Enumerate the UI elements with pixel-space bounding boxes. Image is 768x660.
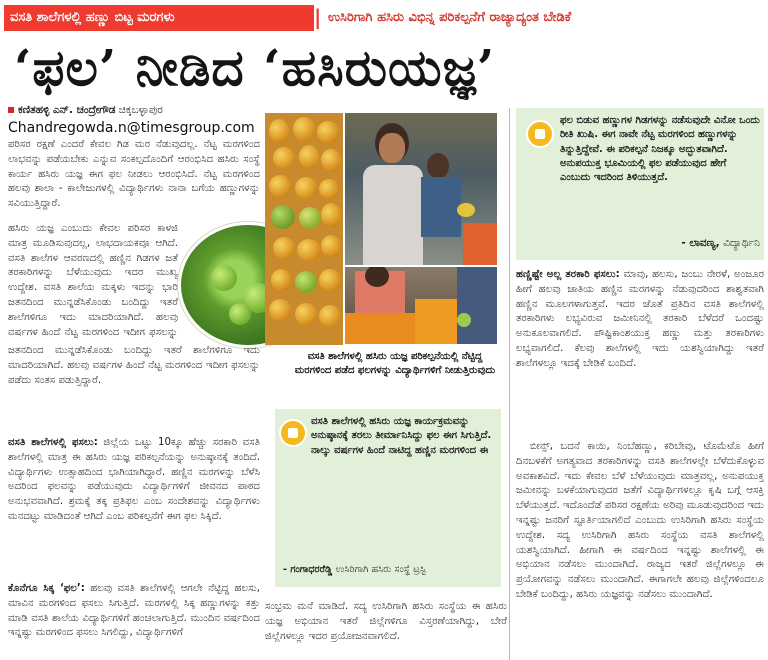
- col1-section-hostel: [8, 436, 260, 582]
- quote-student-author: - ಲಾವಣ್ಯ: [681, 237, 716, 249]
- quote-trustee-text-a: [311, 415, 497, 459]
- col1-para1: [8, 138, 260, 222]
- quote-icon: [526, 120, 554, 148]
- col3-para2: ಬೀನ್ಸ್‌, ಬದನೆ ಕಾಯಿ, ನಿಂಬೆಹಣ್ಣು, ಕರಿಬೇವು, ಟೊಮೆಟೊ ಹೀಗೆ ದಿನಬಳಕೆಗೆ ಅಗತ್ಯವಾದ ತರಕಾರಿಗಳನ್ನು ವಸತಿ ಶಾಲೆಗಳಲ್ಲೇ ಬೆಳೆದುಕೊಳ್ಳುವ ಅವಕಾಶವಿದೆ. ಇದು ಕೇವಲ ಬೆಳೆ ಬೆಳೆಯುವುದು ಮಾತ್ರವಲ್ಲ, ಅನುಪಯುಕ್ತ ಜಮೀನನ್ನು ಬಳಕೆಯಾಗುವುದರ ಜತೆಗೆ ವಿದ್ಯಾರ್ಥಿಗಳಲ್ಲೂ ಕೃಷಿ ಬಗ್ಗೆ ಆಸಕ್ತಿ ಬೆಳೆಯುತ್ತದೆ. ಇದೊಂದೆಡೆ ಪರಿಸರ ರಕ್ಷಣೆಯ ಅರಿವು ಮೂಡುವುದರಿಂದ ಇದು ಇನ್ನಷ್ಟು ಜನರಿಗೆ ಸ್ಫೂರ್ತಿಯಾಗಲಿದೆ ಎಂಬುದು ಉಸಿರಿಗಾಗಿ ಹಸಿರು ಸಂಸ್ಥೆಯ ಉದ್ದೇಶ. ಸದ್ಯ ಉಸಿರಿಗಾಗಿ ಹಸಿರು ಸಂಸ್ಥೆಯ ವಸತಿ ಶಾಲೆಗಳಲ್ಲಿ ಯಶಸ್ವಿಯಾಗಿದೆ. ಹೀಗಾಗಿ ಈ ವರ್ಷದಿಂದ ಇನ್ನಷ್ಟು ಶಾಲೆಗಳಲ್ಲಿ ಈ ಅಭಿಯಾನ ನಡೆಸಲು ಮುಂದಾಗಿದೆ. ರಾಜ್ಯದ ಇತರೆ ಜಿಲ್ಲೆಗಳಲ್ಲೂ ಈ ಪ್ರಯೋಗವನ್ನು ನಡೆಸಲು ಮುಂದಾಗಿದೆ. ಈಗಾಗಲೇ ಹಲವು ಜಿಲ್ಲೆಗಳಿಂದಲೂ ಬೇಡಿಕೆ ಬಂದಿದ್ದು, ಹಸಿರು ಯಜ್ಞವನ್ನು ನಡೆಸಲು ಮುಂದಾಗಿದೆ.: [516, 441, 764, 600]
- col1-para2-part: [8, 222, 178, 342]
- section-tag-separator: |: [314, 5, 322, 29]
- col1-para2-text: ಹಸಿರು ಯಜ್ಞ ಎಂಬುದು ಕೇವಲ ಪರಿಸರ ಕಾಳಜಿ ಮಾತ್ರ ಮೂಡಿಸುವುದಲ್ಲ, ಲಾಭದಾಯಕವೂ ಆಗಿದೆ. ವಸತಿ ಶಾಲೆಗಳ ಆವರಣದಲ್ಲಿ ಹಣ್ಣಿನ ಗಿಡಗಳ ಜತೆ ತರಕಾರಿಗಳನ್ನು ಬೆಳೆಯುವುದು ಇದರ ಮುಖ್ಯ ಉದ್ದೇಶ. ವಸತಿ ಶಾಲೆಯ ಮಕ್ಕಳು ಇದನ್ನು ಭಾರಿ ಜತನದಿಂದ ಮುನ್ನಡೆಸಿಕೊಂಡು ಬಂದಿದ್ದು ಇತರೆ ಶಾಲೆಗಳಿಗೂ ಇದು ಮಾದರಿಯಾಗಿದೆ. ಹಲವು ವರ್ಷಗಳ ಹಿಂದೆ ನೆಟ್ಟ ಮರಗಳಿಂದ ಇದೀಗ ಫಸಲನ್ನು: [8, 223, 178, 338]
- byline-name: ಕಣಿತಹಳ್ಳಿ ಎನ್‌. ಚಂದ್ರೇಗೌಡ: [18, 104, 116, 116]
- byline-marker-icon: [8, 107, 14, 113]
- boy-crates-photo: [345, 267, 497, 344]
- mango-photo: [265, 113, 343, 345]
- col3-section-veg: [516, 268, 764, 436]
- col1-para4-text: ಹಲವು ವಸತಿ ಶಾಲೆಗಳಲ್ಲಿ ಆಗಲೇ ನೆಟ್ಟಿದ್ದ ಹಲಸು, ಮಾವಿನ ಮರಗಳಿಂದ ಫಸಲು ಸಿಗುತ್ತಿದೆ. ಮರಗಳಲ್ಲಿ ಸಿಕ್ಕ ಹಣ್ಣುಗಳನ್ನು ಕತ್ತು ಮಾಡಿ ವಸತಿ ಶಾಲೆಯ ವಿದ್ಯಾರ್ಥಿಗಳಿಗೆ ಹಂಚಲಾಗುತ್ತಿದೆ. ಮುಂದಿನ ವರ್ಷದಿಂದ ಇನ್ನಷ್ಟು ಮರಗಳಿಂದ ಫಸಲು ಸಿಗಲಿದ್ದು, ವಿದ್ಯಾರ್ಥಿಗಳಿಗೆ: [8, 583, 260, 639]
- section-tag-right: ಉಸಿರಿಗಾಗಿ ಹಸಿರು ವಿಭಿನ್ನ ಪರಿಕಲ್ಪನೆಗೆ ರಾಜ್ಯಾದ್ಯಂತ ಬೇಡಿಕೆ: [328, 10, 572, 25]
- byline: [8, 102, 308, 118]
- section-tag-left: ವಸತಿ ಶಾಲೆಗಳಲ್ಲಿ ಹಣ್ಣು ಬಿಟ್ಟ ಮರಗಳು: [4, 5, 314, 31]
- col1-para1-text: ಪರಿಸರ ರಕ್ಷಣೆ ಎಂದರೆ ಕೇವಲ ಗಿಡ ಮರ ನೆಡುವುದಲ್ಲ. ನೆಟ್ಟ ಮರಗಳಿಂದ ಲಾಭವನ್ನು ಪಡೆಯಬೇಕು ಎನ್ನುವ ಸಂಕಲ್ಪದೊಂದಿಗೆ ಆರಂಭಿಸಿದ ಹಸಿರು ಸಂಸ್ಥೆ ಕಾರ್ಯ ಹಸಿರು ಯಜ್ಞ ಈಗ ಫಲ ನೀಡಲು ಆರಂಭಿಸಿದೆ. ನೆಟ್ಟ ಮರಗಳಿಂದ ಹಲವು ಶಾಲಾ - ಕಾಲೇಜುಗಳಲ್ಲಿ ವಿದ್ಯಾರ್ಥಿಗಳು ನಾನಾ ಬಗೆಯ ಹಣ್ಣುಗಳನ್ನು ಸವಿಯುತ್ತಿದ್ದಾರೆ.: [8, 139, 260, 210]
- col1-subhead-fruit: ಕೊನೆಗೂ ಸಿಕ್ಕ ‘ಫಲ’:: [8, 583, 85, 594]
- quote-box-student: [516, 108, 764, 260]
- quote-student-role: ವಿದ್ಯಾರ್ಥಿನಿ: [723, 237, 760, 249]
- byline-email[interactable]: Chandregowda.n@timesgroup.com: [8, 120, 255, 136]
- quote-trustee-role: ಉಸಿರಿಗಾಗಿ ಹಸಿರು ಸಂಸ್ಥೆ ಟ್ರಸ್ಟಿ: [335, 564, 426, 575]
- col1-para2-cont: ಜತನದಿಂದ ಮುನ್ನಡೆಸಿಕೊಂಡು ಬಂದಿದ್ದು ಇತರೆ ಶಾಲೆಗಳಿಗೂ ಇದು ಮಾದರಿಯಾಗಿದೆ. ಹಲವು ವರ್ಷಗಳ ಹಿಂದೆ ನೆಟ್ಟ ಮರಗಳಿಂದ ಇದೀಗ ಫಸಲನ್ನು ಪಡೆದು ಸಂತಸ ಪಡುತ್ತಿದ್ದಾರೆ.: [8, 345, 260, 386]
- col3-subhead: ಹಣ್ಣಿಷ್ಟೇ ಅಲ್ಲ ತರಕಾರಿ ಫಸಲು:: [516, 269, 620, 280]
- headline: ‘ಫಲ’ ನೀಡಿದ ‘ಹಸಿರುಯಜ್ಞ’: [14, 38, 496, 97]
- col2-bottom-para: ಸಂಭ್ರಮ ಮನೆ ಮಾಡಿದೆ. ಸದ್ಯ ಉಸಿರಿಗಾಗಿ ಹಸಿರು ಸಂಸ್ಥೆಯ ಈ ಹಸಿರು ಯಜ್ಞ ಅಭಿಯಾನ ಇತರೆ ಜಿಲ್ಲೆಗಳಿಗೂ ವಿಸ್ತರಣೆಯಾಗಿದ್ದು, ಬೇರೆ ಜಿಲ್ಲೆಗಳಲ್ಲೂ ಇದರ ಪ್ರಯೋಜನವಾಗಲಿದೆ.: [265, 601, 507, 642]
- col1-section-fruit: [8, 582, 260, 658]
- quote-icon: [279, 419, 307, 447]
- quote-trustee-text: ವಸತಿ ಶಾಲೆಗಳಲ್ಲಿ ಹಸಿರು ಯಜ್ಞ ಕಾರ್ಯಕ್ರಮವನ್ನು ಅನುಷ್ಠಾನಕ್ಕೆ ತರಲು ತೀರ್ಮಾನಿಸಿದ್ದು ಫಲ ಈಗ ಸಿಗುತ್ತಿದೆ. ನಾಲ್ಕು ವರ್ಷಗಳ ಹಿಂದೆ ನಾಟಿದ್ದ ಹಣ್ಣಿನ ಮರಗಳಿಂದ ಈ: [311, 416, 492, 456]
- col3-para1-text: ಮಾವು, ಹಲಸು, ಜಂಬು ನೇರಳೆ, ಅಂಜೂರ ಹೀಗೆ ಹಲವು ಜಾತಿಯ ಹಣ್ಣಿನ ಮರಗಳನ್ನು ನೆಡುವುದರಿಂದ ಶಾಶ್ವತವಾಗಿ ಹಣ್ಣಿನ ಮೂಲಗಳಾಗುತ್ತವೆ. ಇದರ ಜೊತೆ ಪ್ರತಿದಿನ ವಸತಿ ಶಾಲೆಗಳಲ್ಲಿ ತರಕಾರಿಗಳು ಲಭ್ಯವಿರುವ ಜಮೀನಿನಲ್ಲಿ ತರಕಾರಿ ಬೆಳೆದರೆ ಒಂದಷ್ಟು ಅನುಕೂಲವಾಗಲಿದೆ. ಪೌಷ್ಟಿಕಾಂಶಯುಕ್ತ ಹಣ್ಣು ಮತ್ತು ತರಕಾರಿಗಳು ಲಭ್ಯವಾಗಲಿದೆ. ಕೆಲವು ಶಾಲೆಗಳಲ್ಲಿ ಇದು ಯಶಸ್ವಿಯಾಗಿದ್ದು ಇತರೆ ಶಾಲೆಗಳಲ್ಲೂ ಇದಕ್ಕೆ ಬೇಡಿಕೆ ಬಂದಿದೆ.: [516, 269, 764, 369]
- quote-trustee-author: - ಗಂಗಾಧರರೆಡ್ಡಿ: [283, 564, 333, 575]
- quote-trustee-attrib: [283, 563, 497, 581]
- column-divider: [509, 108, 510, 660]
- col1-subhead-hostel: ವಸತಿ ಶಾಲೆಗಳಲ್ಲಿ ಫಸಲು:: [8, 437, 98, 448]
- byline-place: ಚಿಕ್ಕಬಳ್ಳಾಪುರ: [118, 104, 163, 116]
- col1-para3-text: ಜಿಲ್ಲೆಯ ಒಟ್ಟು 10ಕ್ಕೂ ಹೆಚ್ಚು ಸರಕಾರಿ ವಸತಿ ಶಾಲೆಗಳಲ್ಲಿ ಮಾತ್ರ ಈ ಹಸಿರು ಯಜ್ಞ ಪರಿಕಲ್ಪನೆಯನ್ನು ಅನುಷ್ಠಾನಕ್ಕೆ ತಂದಿದೆ. ವಿದ್ಯಾರ್ಥಿಗಳು ಉತ್ಸಾಹದಿಂದ ಭಾಗಿಯಾಗಿದ್ದಾರೆ. ಹಣ್ಣಿನ ಮರಗಳನ್ನು ಬೆಳೆಸಿ ಅದರಿಂದ ಫಲವನ್ನು ಪಡೆಯುವುದು ವಿದ್ಯಾರ್ಥಿಗಳಿಗೆ ಜೀವನದ ಪಾಠದ ಅನುಭವವಾಗಿದೆ. ಶ್ರಮಕ್ಕೆ ತಕ್ಕ ಪ್ರತಿಫಲ ಎಂಬ ಸಂದೇಶವನ್ನು ವಿದ್ಯಾರ್ಥಿಗಳು ಮನದಟ್ಟು ಮಾಡಿದಂತೆ ಆಗಿದೆ ಎಂಬ ಪರಿಕಲ್ಪನೆಗೆ ಈಗ ಫಲ ಸಿಕ್ಕಿದೆ.: [8, 437, 260, 522]
- quote-box-trustee: [275, 409, 501, 587]
- photo-caption: ವಸತಿ ಶಾಲೆಗಳಲ್ಲಿ ಹಸಿರು ಯಜ್ಞ ಪರಿಕಲ್ಪನೆಯಲ್ಲಿ ನೆಟ್ಟಿದ್ದ ಮರಗಳಿಂದ ಪಡೆದ ಫಲಗಳನ್ನು ವಿದ್ಯಾರ್ಥಿಗಳಿಗೆ ನೀಡುತ್ತಿರುವುದು: [294, 351, 496, 376]
- quote-student-text: ಫಲ ಬಿಡುವ ಹಣ್ಣುಗಳ ಗಿಡಗಳನ್ನು ನಡೆಸುವುದೇ ವಿನೋ ಒಂದು ರೀತಿ ಖುಷಿ. ಈಗ ನಾವೇ ನೆಟ್ಟ ಮರಗಳಿಂದ ಹಣ್ಣುಗಳನ್ನು ತಿನ್ನುತ್ತಿದ್ದೇವೆ. ಈ ಪರಿಕಲ್ಪನೆ ನಿಜಕ್ಕೂ ಅದ್ಭುತವಾಗಿದೆ. ಅನುಪಯುಕ್ತ ಭೂಮಿಯಲ್ಲಿ ಫಲ ಪಡೆಯುವುದ ಹೇಗೆ ಎಂಬುದು ಇದರಿಂದ ತಿಳಿಯುತ್ತದೆ.: [560, 115, 760, 184]
- quote-student-attrib: - ಲಾವಣ್ಯ, ವಿದ್ಯಾರ್ಥಿನಿ: [681, 237, 760, 249]
- students-fruit-photo: [345, 113, 497, 265]
